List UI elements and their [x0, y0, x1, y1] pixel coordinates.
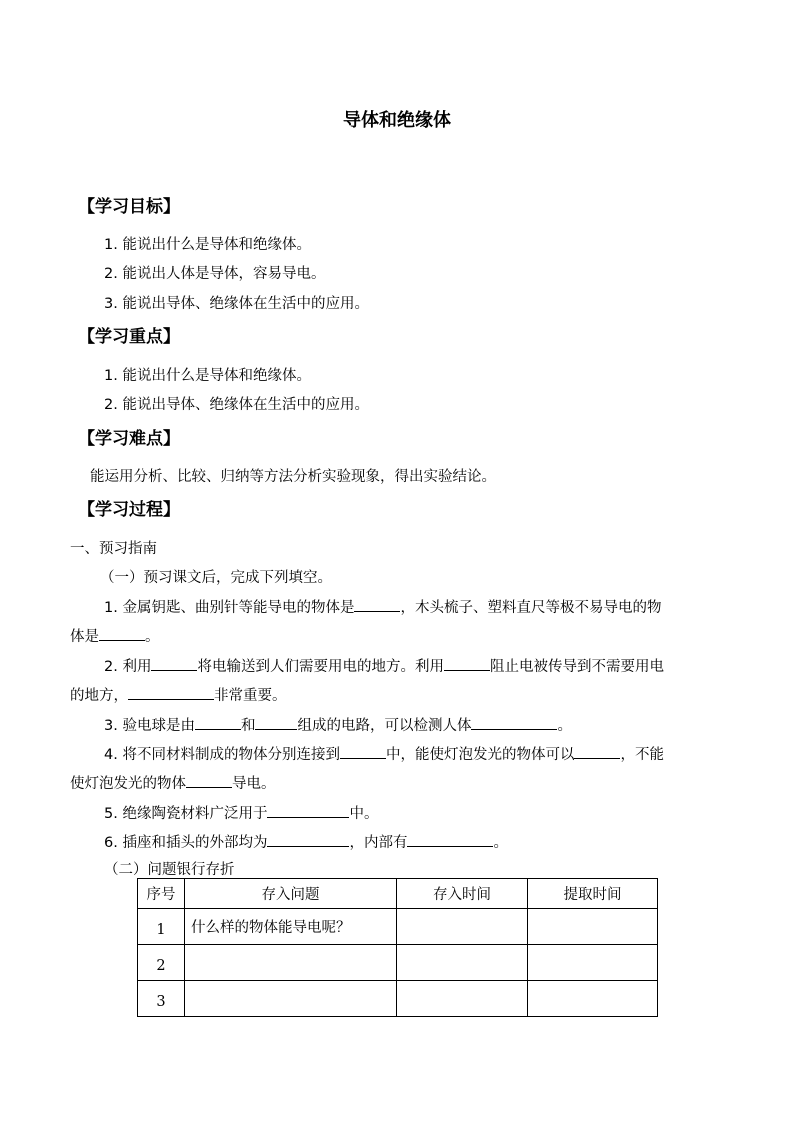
- preview-sub1: （一）预习课文后，完成下列填空。: [100, 570, 332, 586]
- blank: [195, 715, 241, 731]
- goal-item-2: 2. 能说出人体是导体，容易导电。: [104, 266, 326, 282]
- question-2-line-1: [104, 655, 664, 676]
- q5-text-a: 5. 绝缘陶瓷材料广泛用于: [104, 806, 268, 822]
- table-row: [138, 909, 658, 945]
- key-item-1: 1. 能说出什么是导体和绝缘体。: [104, 368, 311, 384]
- key-heading: 【学习重点】: [78, 327, 180, 347]
- q2-text-a: 2. 利用: [104, 659, 152, 675]
- q2-text-d: 的地方，: [70, 688, 128, 704]
- goal-item-1: 1. 能说出什么是导体和绝缘体。: [104, 237, 311, 253]
- row-deposit-time: [397, 981, 528, 1017]
- header-cell-number: 序号: [138, 879, 185, 909]
- row-withdraw-time: [528, 981, 658, 1017]
- question-6: [104, 831, 508, 852]
- q3-text-b: 和: [240, 718, 256, 734]
- row-question: [185, 981, 397, 1017]
- row-number: 3: [138, 981, 185, 1017]
- blank: [186, 773, 232, 789]
- blank: [340, 744, 386, 760]
- blank: [471, 715, 557, 731]
- q6-text-a: 6. 插座和插头的外部均为: [104, 835, 268, 851]
- q1-text-a: 1. 金属钥匙、曲别针等能导电的物体是: [104, 600, 355, 616]
- blank: [267, 803, 349, 819]
- q4-text-c: ，不能: [620, 747, 664, 763]
- q4-text-e: 导电。: [232, 776, 276, 792]
- q1-text-b: ，木头梳子、塑料直尺等极不易导电的物: [400, 600, 662, 616]
- blank: [267, 832, 349, 848]
- difficulty-heading: 【学习难点】: [78, 429, 180, 449]
- blank: [444, 656, 490, 672]
- q3-text-d: 。: [557, 718, 572, 734]
- difficulty-text: 能运用分析、比较、归纳等方法分析实验现象，得出实验结论。: [90, 469, 496, 485]
- preview-heading: 一、预习指南: [70, 541, 157, 557]
- row-withdraw-time: [528, 945, 658, 981]
- question-1-line-1: [104, 596, 661, 617]
- blank: [128, 685, 214, 701]
- q3-text-c: 组成的电路，可以检测人体: [297, 718, 472, 734]
- row-deposit-time: [397, 909, 528, 945]
- goals-heading: 【学习目标】: [78, 197, 180, 217]
- question-2-line-2: [70, 684, 287, 705]
- blank: [151, 656, 197, 672]
- header-cell-question: 存入问题: [185, 879, 397, 909]
- q2-text-c: 阻止电被传导到不需要用电: [489, 659, 664, 675]
- q2-text-b: 将电输送到人们需要用电的地方。利用: [197, 659, 444, 675]
- table-row: [138, 981, 658, 1017]
- q6-text-b: ，内部有: [349, 835, 408, 851]
- row-question: 什么样的物体能导电呢？: [185, 909, 397, 945]
- question-1-line-2: [70, 625, 160, 646]
- q4-text-d: 使灯泡发光的物体: [70, 776, 186, 792]
- row-question: [185, 945, 397, 981]
- blank: [354, 597, 400, 613]
- q1-text-d: 。: [145, 629, 160, 645]
- question-4-line-1: [104, 743, 664, 764]
- page-title: 导体和绝缘体: [343, 110, 451, 131]
- blank: [574, 744, 620, 760]
- header-cell-withdraw-time: 提取时间: [528, 879, 658, 909]
- q1-text-c: 体是: [70, 629, 99, 645]
- header-cell-deposit-time: 存入时间: [397, 879, 528, 909]
- q5-text-b: 中。: [349, 806, 379, 822]
- q2-text-e: 非常重要。: [214, 688, 287, 704]
- blank: [99, 626, 145, 642]
- question-4-line-2: [70, 772, 276, 793]
- row-deposit-time: [397, 945, 528, 981]
- row-withdraw-time: [528, 909, 658, 945]
- q3-text-a: 3. 验电球是由: [104, 718, 195, 734]
- row-number: 2: [138, 945, 185, 981]
- process-heading: 【学习过程】: [78, 500, 180, 520]
- table-header-row: [138, 879, 658, 909]
- question-3: [104, 714, 572, 735]
- blank: [255, 715, 297, 731]
- question-bank-table: [137, 878, 658, 1017]
- key-item-2: 2. 能说出导体、绝缘体在生活中的应用。: [104, 397, 369, 413]
- q4-text-b: 中，能使灯泡发光的物体可以: [385, 747, 575, 763]
- question-5: [104, 802, 378, 823]
- blank: [407, 832, 493, 848]
- q6-text-c: 。: [493, 835, 508, 851]
- table-row: [138, 945, 658, 981]
- goal-item-3: 3. 能说出导体、绝缘体在生活中的应用。: [104, 296, 369, 312]
- q4-text-a: 4. 将不同材料制成的物体分别连接到: [104, 747, 340, 763]
- row-number: 1: [138, 909, 185, 945]
- preview-sub2: （二）问题银行存折: [104, 862, 235, 878]
